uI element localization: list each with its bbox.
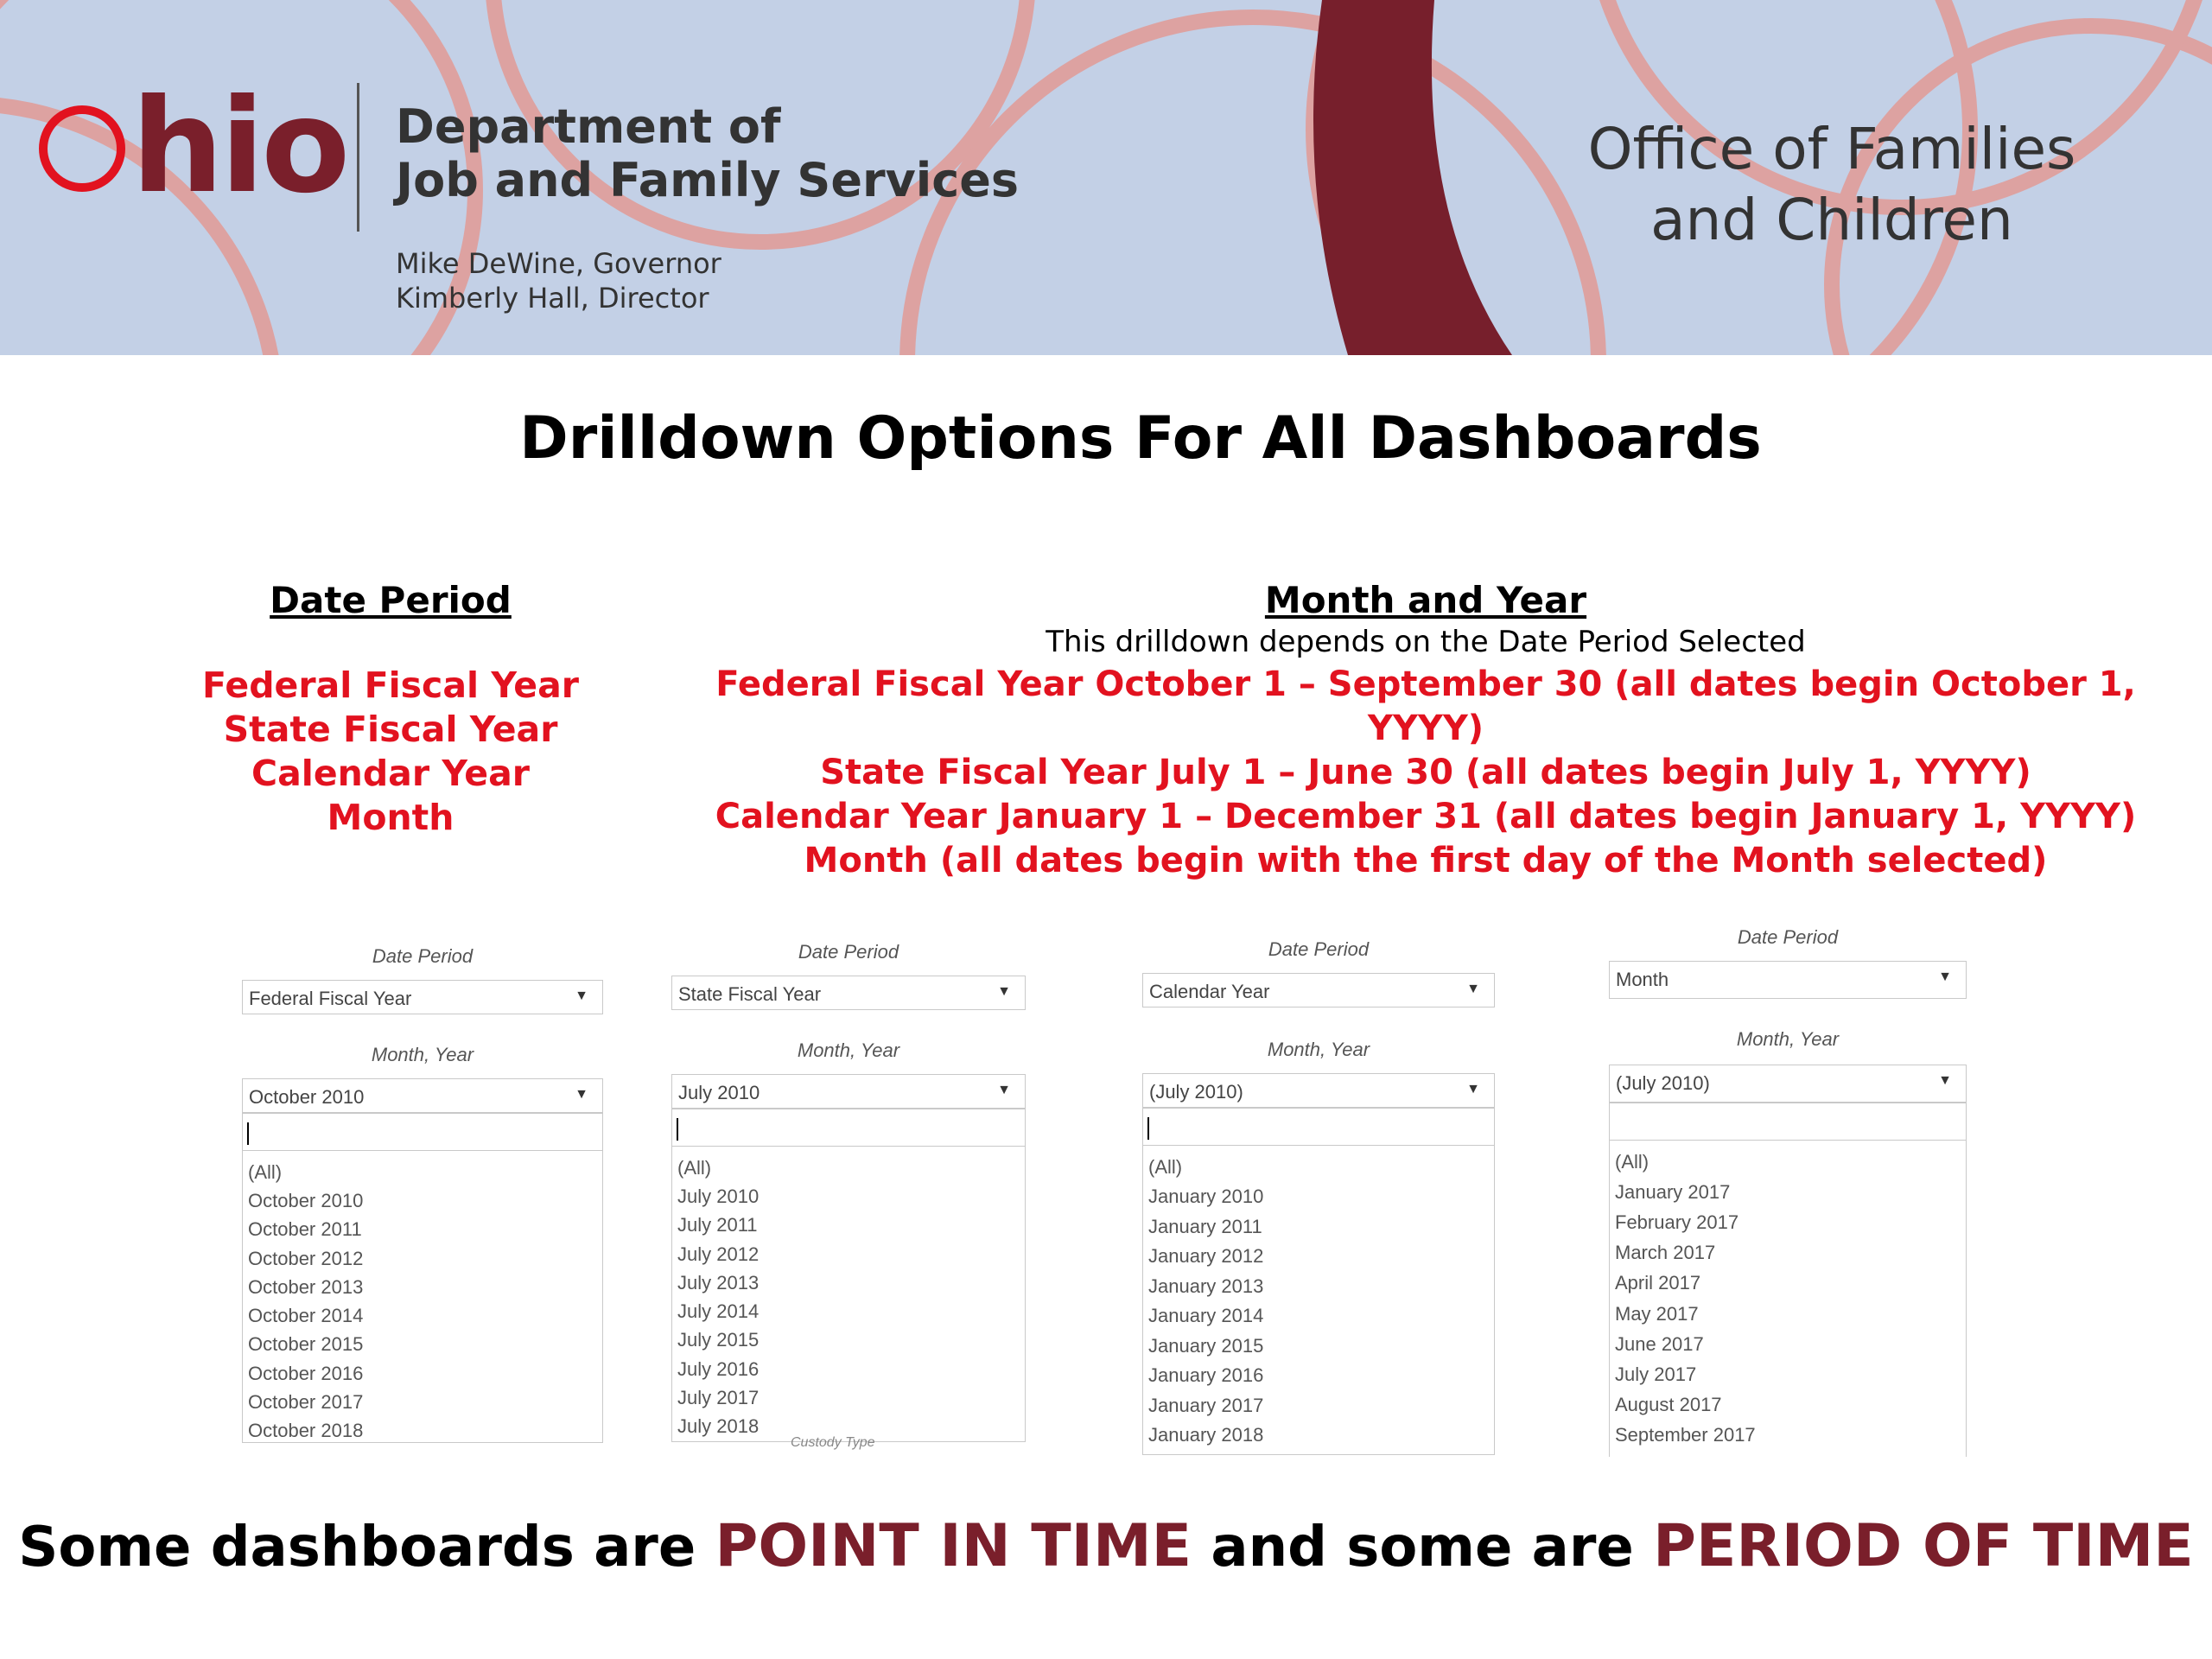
month-year-dropdown[interactable] bbox=[1142, 1073, 1495, 1108]
list-item[interactable]: January 2011 bbox=[1148, 1216, 1262, 1237]
list-item[interactable]: October 2011 bbox=[248, 1218, 362, 1240]
office-line-2: and Children bbox=[1650, 187, 2013, 253]
ohio-logo bbox=[131, 72, 347, 222]
list-item[interactable]: (All) bbox=[677, 1157, 712, 1179]
date-period-option: Federal Fiscal Year bbox=[202, 664, 579, 706]
list-item[interactable]: October 2012 bbox=[248, 1248, 364, 1269]
department-name bbox=[396, 100, 1019, 207]
page-title: Drilldown Options For All Dashboards bbox=[519, 404, 1762, 473]
list-item[interactable]: January 2012 bbox=[1148, 1245, 1264, 1267]
month-year-rules bbox=[691, 663, 2160, 883]
list-item[interactable]: January 2014 bbox=[1148, 1305, 1264, 1326]
footer-statement bbox=[0, 1512, 2212, 1580]
list-item[interactable]: October 2014 bbox=[248, 1305, 364, 1326]
chevron-down-icon[interactable]: ▼ bbox=[1938, 969, 1952, 984]
month-year-dropdown[interactable] bbox=[242, 1078, 603, 1113]
chevron-down-icon[interactable]: ▼ bbox=[1938, 1073, 1952, 1088]
month-year-value: October 2010 bbox=[249, 1086, 365, 1108]
chevron-down-icon[interactable]: ▼ bbox=[575, 1087, 588, 1102]
list-item[interactable]: October 2016 bbox=[248, 1363, 364, 1384]
list-item[interactable]: (All) bbox=[1615, 1151, 1649, 1173]
date-period-label: Date Period bbox=[1737, 926, 1839, 948]
list-item[interactable]: July 2010 bbox=[677, 1185, 760, 1207]
list-item[interactable]: (All) bbox=[248, 1161, 283, 1183]
list-item[interactable]: July 2016 bbox=[677, 1358, 760, 1380]
list-item[interactable]: July 2015 bbox=[677, 1329, 760, 1351]
text-caret bbox=[1147, 1117, 1149, 1140]
footer-text-1: Some dashboards are bbox=[18, 1516, 715, 1580]
list-item[interactable]: June 2017 bbox=[1615, 1333, 1704, 1355]
month-year-rule: Federal Fiscal Year October 1 – September 30 (all dates begin October 1, YYYY) bbox=[715, 664, 2136, 748]
hidden-label: Custody Type bbox=[791, 1435, 875, 1450]
office-line-1: Office of Families bbox=[1587, 116, 2076, 182]
options-list bbox=[671, 1147, 1026, 1442]
list-item[interactable]: January 2016 bbox=[1148, 1364, 1264, 1386]
list-item[interactable]: January 2015 bbox=[1148, 1335, 1264, 1357]
date-period-value: State Fiscal Year bbox=[678, 983, 822, 1005]
date-period-value: Month bbox=[1616, 969, 1669, 990]
date-period-label: Date Period bbox=[1268, 938, 1370, 960]
date-period-option: Month bbox=[327, 797, 454, 838]
list-item[interactable]: July 2013 bbox=[677, 1272, 760, 1294]
header-banner bbox=[0, 0, 2212, 355]
list-item[interactable]: October 2018 bbox=[248, 1420, 364, 1441]
date-period-heading: Date Period bbox=[270, 579, 512, 621]
governor-name: Mike DeWine, Governor bbox=[396, 247, 721, 280]
list-item[interactable]: July 2017 bbox=[677, 1387, 760, 1408]
month-year-dropdown[interactable] bbox=[671, 1074, 1026, 1109]
month-year-value: (July 2010) bbox=[1149, 1081, 1243, 1103]
date-period-dropdown[interactable] bbox=[1609, 961, 1967, 999]
list-item[interactable]: July 2018 bbox=[677, 1415, 760, 1437]
director-name: Kimberly Hall, Director bbox=[396, 282, 709, 315]
office-name bbox=[1538, 114, 2126, 256]
options-list bbox=[1142, 1146, 1495, 1455]
list-item[interactable]: (All) bbox=[1148, 1156, 1183, 1178]
chevron-down-icon[interactable]: ▼ bbox=[575, 988, 588, 1003]
date-period-dropdown[interactable] bbox=[671, 976, 1026, 1010]
month-year-rule: Calendar Year January 1 – December 31 (all dates begin January 1, YYYY) bbox=[715, 797, 2137, 836]
dept-line-1: Department of bbox=[396, 99, 781, 154]
date-period-value: Federal Fiscal Year bbox=[249, 988, 412, 1009]
month-year-rule: Month (all dates begin with the first day of the Month selected) bbox=[804, 841, 2048, 880]
month-year-value: July 2010 bbox=[678, 1082, 760, 1103]
text-caret bbox=[677, 1118, 678, 1141]
date-period-value: Calendar Year bbox=[1149, 981, 1270, 1002]
list-item[interactable]: February 2017 bbox=[1615, 1211, 1739, 1233]
search-input[interactable] bbox=[1142, 1108, 1495, 1146]
list-item[interactable]: January 2017 bbox=[1148, 1395, 1264, 1416]
list-item[interactable]: July 2014 bbox=[677, 1300, 760, 1322]
footer-text-2: and some are bbox=[1192, 1516, 1654, 1580]
date-period-dropdown[interactable] bbox=[1142, 973, 1495, 1007]
slicer-panel-month bbox=[1609, 925, 1967, 1457]
list-item[interactable]: October 2010 bbox=[248, 1190, 364, 1211]
list-item[interactable]: January 2013 bbox=[1148, 1275, 1264, 1297]
month-year-label: Month, Year bbox=[371, 1044, 474, 1065]
list-item[interactable]: April 2017 bbox=[1615, 1272, 1701, 1294]
list-item[interactable]: September 2017 bbox=[1615, 1424, 1756, 1446]
month-year-subtitle: This drilldown depends on the Date Period Selected bbox=[1046, 625, 1806, 659]
chevron-down-icon[interactable]: ▼ bbox=[997, 984, 1011, 999]
search-input[interactable] bbox=[1609, 1103, 1967, 1141]
month-year-label: Month, Year bbox=[1267, 1039, 1370, 1060]
footer-highlight-period: PERIOD OF TIME bbox=[1653, 1512, 2194, 1580]
footer-highlight-point: POINT IN TIME bbox=[715, 1512, 1192, 1580]
list-item[interactable]: August 2017 bbox=[1615, 1394, 1722, 1415]
slicer-panel-state bbox=[671, 939, 1026, 1458]
list-item[interactable]: March 2017 bbox=[1615, 1242, 1716, 1263]
month-year-value: (July 2010) bbox=[1616, 1072, 1710, 1094]
list-item[interactable]: May 2017 bbox=[1615, 1303, 1699, 1325]
list-item[interactable]: January 2017 bbox=[1615, 1181, 1731, 1203]
options-list bbox=[242, 1151, 603, 1443]
logo-divider bbox=[357, 83, 359, 232]
month-year-label: Month, Year bbox=[797, 1039, 900, 1061]
options-list bbox=[1609, 1141, 1967, 1457]
officials bbox=[396, 246, 721, 315]
dept-line-2: Job and Family Services bbox=[396, 153, 1020, 207]
chevron-down-icon[interactable]: ▼ bbox=[1466, 1082, 1480, 1096]
slicer-panel-federal bbox=[242, 944, 603, 1462]
ohio-o-icon bbox=[37, 104, 127, 194]
date-period-label: Date Period bbox=[798, 941, 899, 963]
month-year-heading: Month and Year bbox=[1264, 579, 1587, 621]
list-item[interactable]: October 2017 bbox=[248, 1391, 364, 1413]
list-item[interactable]: October 2013 bbox=[248, 1276, 364, 1298]
list-item[interactable]: January 2010 bbox=[1148, 1185, 1264, 1207]
ohio-logo-text: hio bbox=[131, 72, 347, 222]
list-item[interactable]: July 2011 bbox=[677, 1214, 758, 1236]
month-year-dropdown[interactable] bbox=[1609, 1065, 1967, 1103]
list-item[interactable]: January 2018 bbox=[1148, 1424, 1264, 1446]
date-period-label: Date Period bbox=[372, 945, 474, 967]
list-item[interactable]: October 2015 bbox=[248, 1333, 364, 1355]
list-item[interactable]: July 2017 bbox=[1615, 1363, 1697, 1385]
list-item[interactable]: July 2012 bbox=[677, 1243, 760, 1265]
month-year-label: Month, Year bbox=[1736, 1028, 1840, 1050]
date-period-option: Calendar Year bbox=[251, 753, 530, 794]
date-period-dropdown[interactable] bbox=[242, 980, 603, 1014]
month-year-rule: State Fiscal Year July 1 – June 30 (all dates begin July 1, YYYY) bbox=[820, 753, 2031, 792]
chevron-down-icon[interactable]: ▼ bbox=[1466, 982, 1480, 996]
date-period-option: State Fiscal Year bbox=[223, 709, 558, 750]
date-period-options bbox=[175, 664, 607, 840]
chevron-down-icon[interactable]: ▼ bbox=[997, 1083, 1011, 1097]
text-caret bbox=[247, 1122, 249, 1145]
search-input[interactable] bbox=[242, 1113, 603, 1151]
slicer-panel-calendar bbox=[1142, 937, 1495, 1455]
search-input[interactable] bbox=[671, 1109, 1026, 1147]
